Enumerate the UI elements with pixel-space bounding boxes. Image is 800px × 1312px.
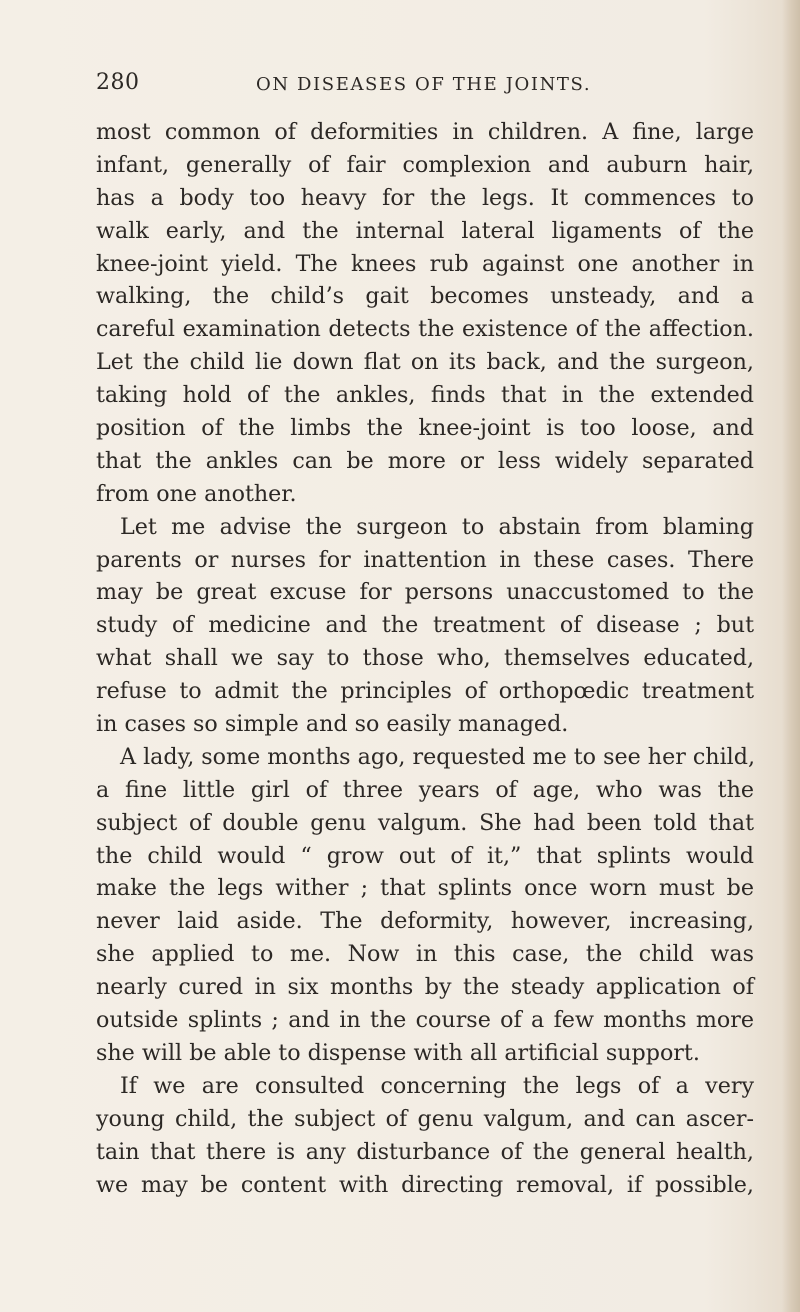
text-line: walk early, and the internal lateral ligaments of the xyxy=(96,217,754,244)
text-line: she applied to me. Now in this case, the child was xyxy=(96,941,754,968)
text-line: the child would “ grow out of it,” that splints would xyxy=(96,842,754,869)
text-line: make the legs wither ; that splints once worn must be xyxy=(96,875,754,902)
running-head xyxy=(96,70,756,100)
text-line: she will be able to dispense with all artificial support. xyxy=(96,1039,700,1066)
text-line: a fine little girl of three years of age, who was the xyxy=(96,776,754,803)
text-line: refuse to admit the principles of orthopœdic treatment xyxy=(96,678,754,705)
text-line: tain that there is any disturbance of the general health, xyxy=(96,1138,754,1165)
page-edge-shadow xyxy=(782,0,800,1312)
text-line: what shall we say to those who, themselves educated, xyxy=(96,645,754,672)
text-line: Let the child lie down flat on its back, and the surgeon, xyxy=(96,349,754,376)
text-line: may be great excuse for persons unaccustomed to the xyxy=(96,579,754,606)
text-line: most common of deformities in children. A fine, large xyxy=(96,119,754,145)
text-line: we may be content with directing removal, if possible, xyxy=(96,1171,754,1198)
text-line: parents or nurses for inattention in these cases. There xyxy=(96,546,754,573)
running-title: ON DISEASES OF THE JOINTS. xyxy=(256,74,592,95)
text-line: nearly cured in six months by the steady application of xyxy=(96,974,754,1001)
text-line: taking hold of the ankles, finds that in the extended xyxy=(96,382,754,409)
text-line: that the ankles can be more or less widely separated xyxy=(96,447,754,474)
text-line: knee-joint yield. The knees rub against one another in xyxy=(96,250,754,277)
text-line: never laid aside. The deformity, however, increasing, xyxy=(96,908,754,935)
text-line: If we are consulted concerning the legs of a very xyxy=(120,1072,754,1099)
text-line: young child, the subject of genu valgum, and can ascer- xyxy=(96,1105,754,1132)
text-line: study of medicine and the treatment of disease ; but xyxy=(96,612,754,639)
body-text xyxy=(96,116,754,1201)
text-line: has a body too heavy for the legs. It commences to xyxy=(96,184,754,211)
text-line: walking, the child’s gait becomes unsteady, and a xyxy=(96,283,754,310)
text-line: in cases so simple and so easily managed. xyxy=(96,711,569,738)
text-line: infant, generally of fair complexion and auburn hair, xyxy=(96,151,754,178)
text-line: A lady, some months ago, requested me to see her child, xyxy=(120,743,756,770)
text-line: position of the limbs the knee-joint is too loose, and xyxy=(96,415,754,442)
text-line: outside splints ; and in the course of a few months more xyxy=(96,1007,754,1034)
text-line: careful examination detects the existence of the affection. xyxy=(96,316,754,343)
page-number: 280 xyxy=(96,70,140,95)
text-line: Let me advise the surgeon to abstain from blaming xyxy=(120,513,754,540)
text-line: from one another. xyxy=(96,480,297,507)
text-line: subject of double genu valgum. She had been told that xyxy=(96,809,754,836)
